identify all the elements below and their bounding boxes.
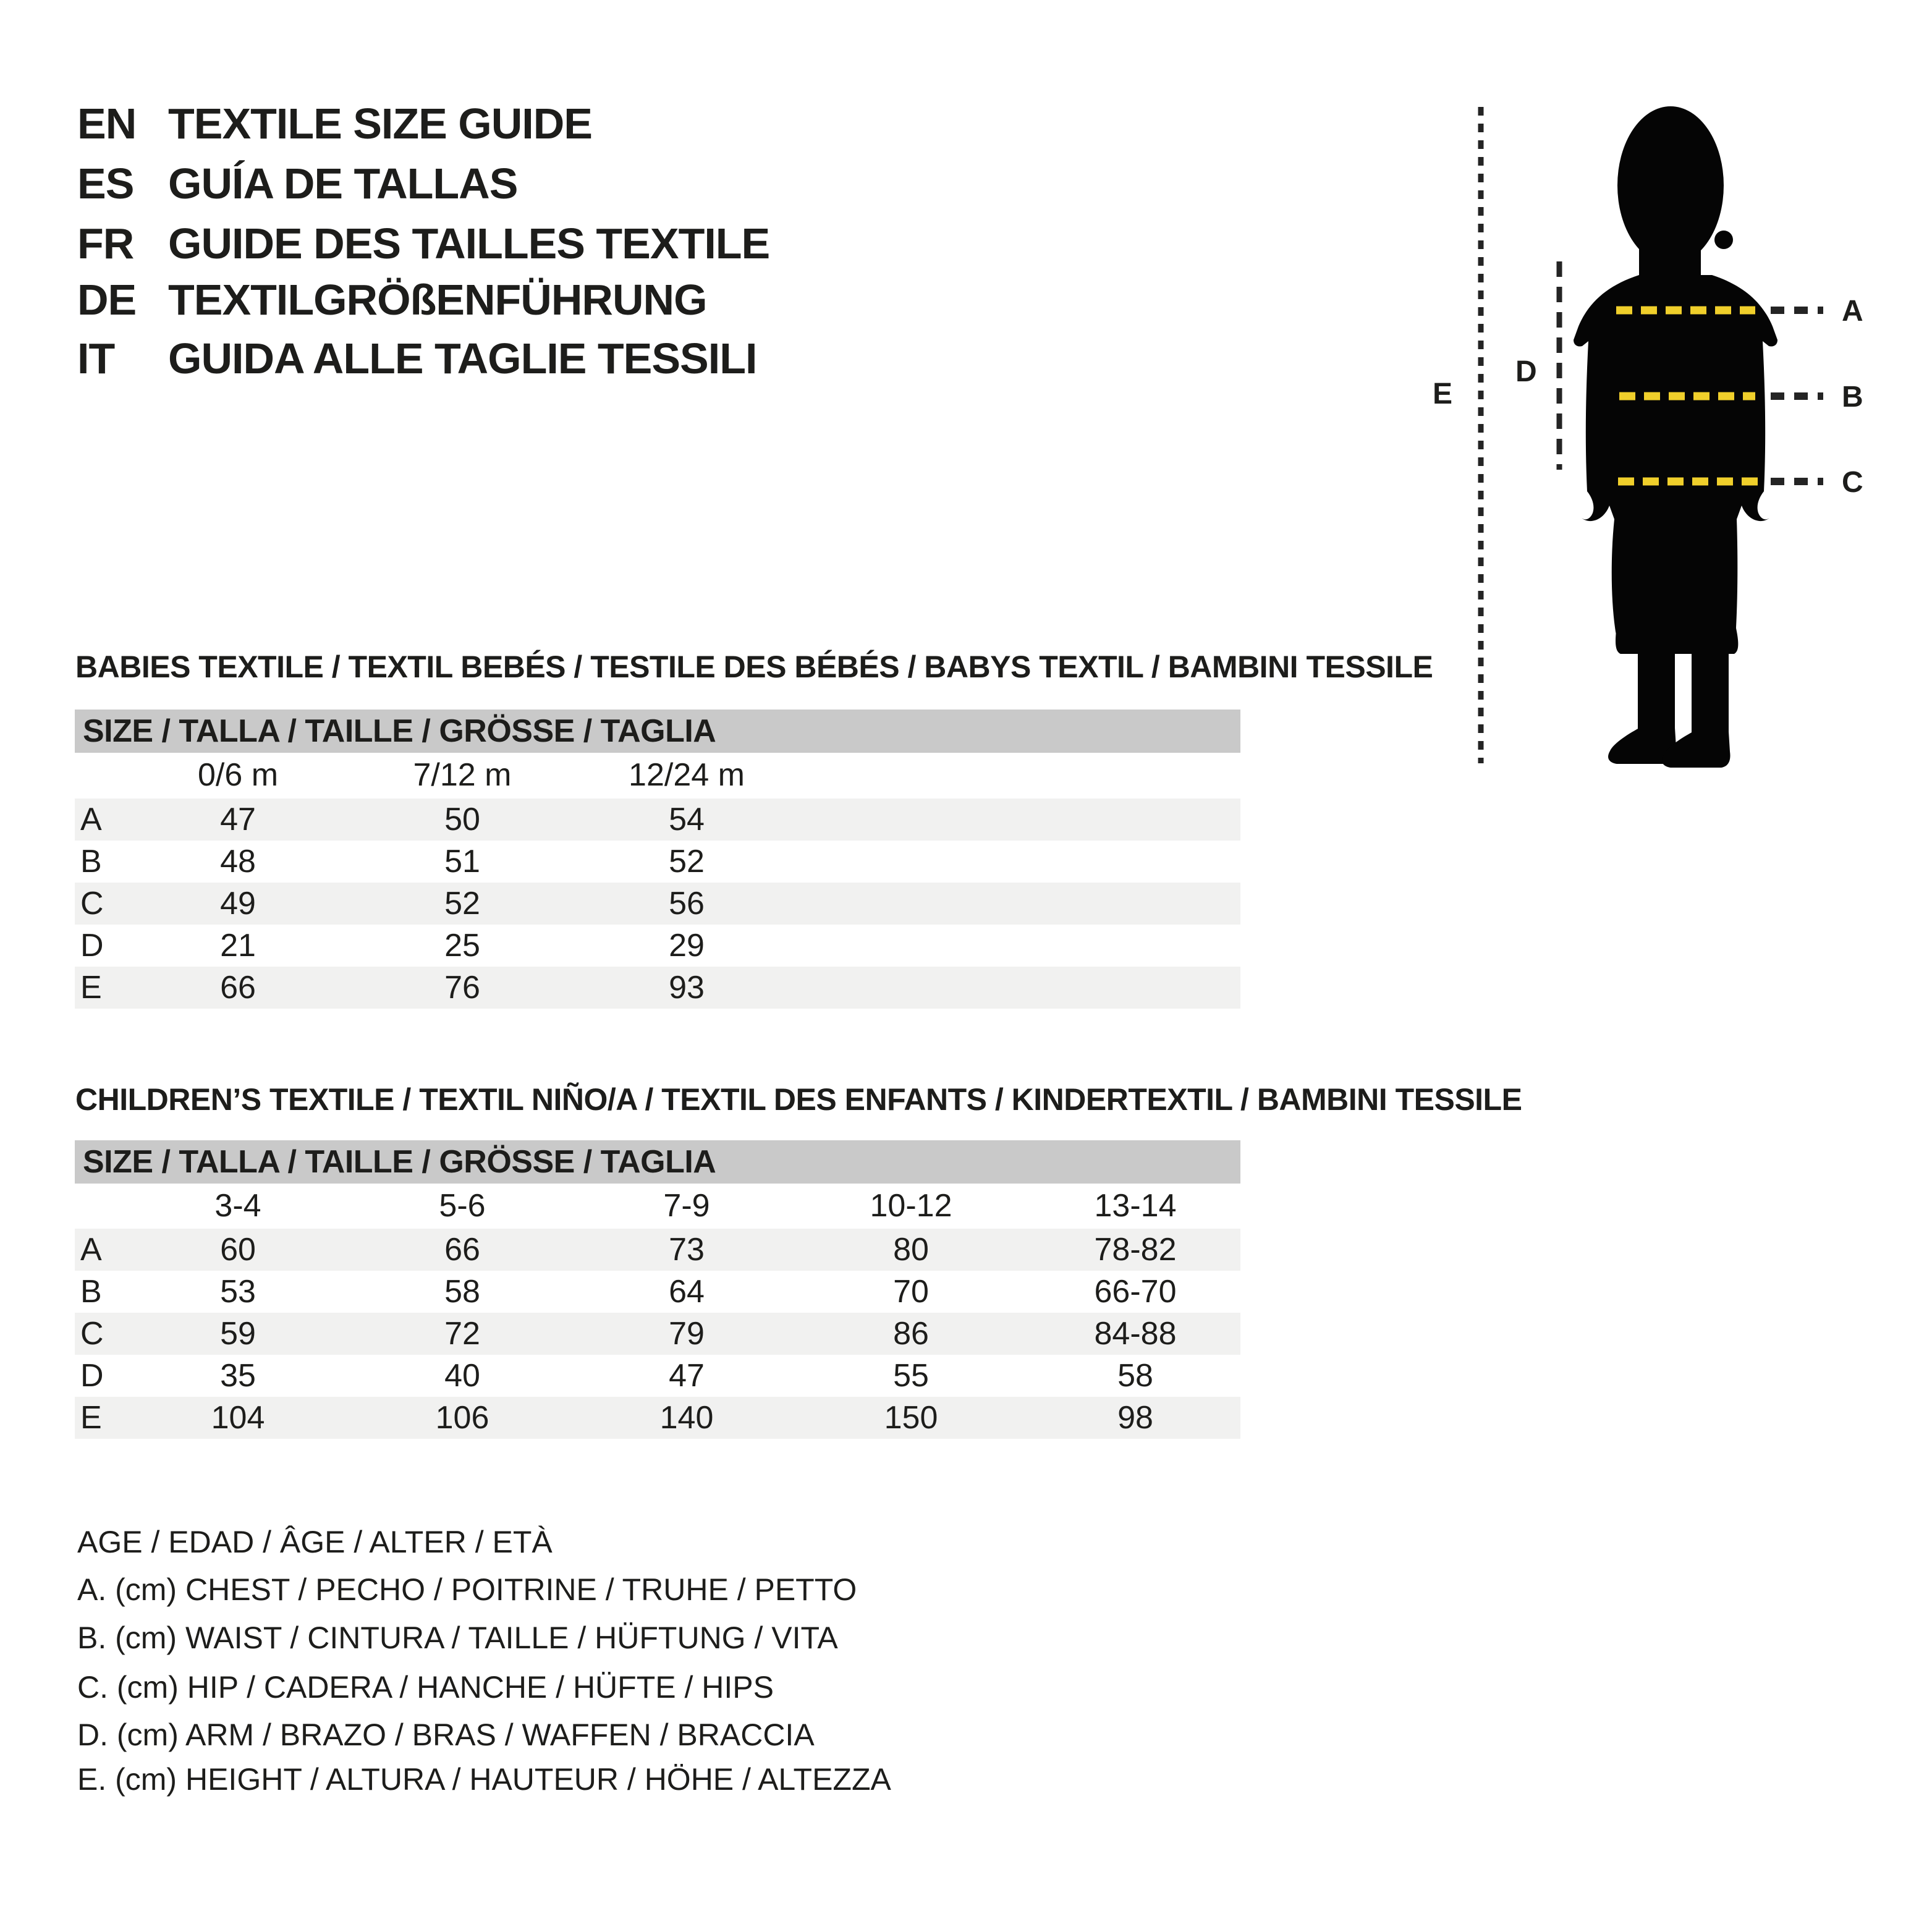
children-table-title: CHILDREN’S TEXTILE / TEXTIL NIÑO/A / TEXTIL DES ENFANTS / KINDERTEXTIL / BAMBINI TESSILE: [75, 1082, 1522, 1117]
cell: 54: [669, 802, 705, 837]
shorts: [1616, 625, 1738, 654]
table-row: [75, 925, 1240, 967]
cell: 150: [884, 1400, 938, 1436]
cell: 93: [669, 970, 705, 1006]
row-label: C: [80, 1316, 104, 1352]
cell: 72: [444, 1316, 480, 1352]
legend-age: AGE / EDAD / ÂGE / ALTER / ETÀ: [77, 1525, 553, 1559]
table-row: [75, 1313, 1240, 1355]
table-row: [75, 967, 1240, 1009]
cell: 73: [669, 1232, 705, 1268]
children-size-header: SIZE / TALLA / TAILLE / GRÖSSE / TAGLIA: [75, 1140, 1240, 1184]
cell: 106: [435, 1400, 489, 1436]
table-row: [75, 1397, 1240, 1439]
cell: 52: [669, 844, 705, 879]
lang-row-de: [77, 278, 707, 322]
cell: 47: [669, 1358, 705, 1394]
cell: 35: [220, 1358, 256, 1394]
children-column-headers: [75, 1184, 1240, 1228]
table-row: [75, 841, 1240, 883]
legend-hip: C. (cm) HIP / CADERA / HANCHE / HÜFTE / HIPS: [77, 1670, 774, 1705]
lang-row-es: [77, 161, 517, 206]
babies-table-title: BABIES TEXTILE / TEXTIL BEBÉS / TESTILE DES BÉBÉS / BABYS TEXTIL / BAMBINI TESSILE: [75, 650, 1433, 684]
label-d: D: [1515, 355, 1537, 388]
lang-code: FR: [77, 219, 134, 268]
row-label: D: [80, 1358, 104, 1394]
ear: [1714, 231, 1733, 249]
row-label: D: [80, 928, 104, 964]
row-label: E: [80, 1400, 102, 1436]
right-leg: [1692, 651, 1729, 738]
label-c: C: [1842, 466, 1863, 499]
cell: 98: [1117, 1400, 1153, 1436]
lang-title: TEXTILE SIZE GUIDE: [168, 100, 592, 148]
cell: 56: [669, 886, 705, 922]
cell: 78-82: [1094, 1232, 1177, 1268]
cell: 70: [893, 1274, 929, 1310]
column-header: 13-14: [1094, 1188, 1177, 1224]
table-row: [75, 1229, 1240, 1271]
lang-title: GUÍA DE TALLAS: [168, 159, 518, 208]
cell: 40: [444, 1358, 480, 1394]
column-header: 7-9: [663, 1188, 710, 1224]
lang-code: EN: [77, 100, 137, 148]
cell: 140: [659, 1400, 714, 1436]
cell: 104: [211, 1400, 265, 1436]
cell: 47: [220, 802, 256, 837]
row-label: E: [80, 970, 102, 1006]
cell: 79: [669, 1316, 705, 1352]
cell: 66-70: [1094, 1274, 1177, 1310]
cell: 66: [444, 1232, 480, 1268]
cell: 58: [444, 1274, 480, 1310]
row-label: A: [80, 1232, 102, 1268]
lang-row-it: [77, 336, 756, 381]
cell: 60: [220, 1232, 256, 1268]
cell: 66: [220, 970, 256, 1006]
cell: 76: [444, 970, 480, 1006]
column-header: 10-12: [870, 1188, 952, 1224]
cell: 64: [669, 1274, 705, 1310]
row-label: B: [80, 844, 102, 879]
measurement-figure: [1421, 93, 1932, 828]
legend-arm: D. (cm) ARM / BRAZO / BRAS / WAFFEN / BRACCIA: [77, 1718, 815, 1752]
cell: 52: [444, 886, 480, 922]
child-silhouette: [1574, 106, 1777, 768]
lang-row-fr: [77, 221, 769, 266]
legend-height: E. (cm) HEIGHT / ALTURA / HAUTEUR / HÖHE / ALTEZZA: [77, 1762, 891, 1797]
lang-title: GUIDA ALLE TAGLIE TESSILI: [168, 334, 757, 383]
lang-row-en: [77, 101, 592, 146]
label-e: E: [1433, 378, 1453, 410]
label-a: A: [1842, 295, 1863, 328]
cell: 55: [893, 1358, 929, 1394]
row-label: B: [80, 1274, 102, 1310]
column-header: 0/6 m: [197, 757, 279, 793]
legend-waist: B. (cm) WAIST / CINTURA / TAILLE / HÜFTUNG / VITA: [77, 1621, 838, 1655]
cell: 49: [220, 886, 256, 922]
babies-size-header: SIZE / TALLA / TAILLE / GRÖSSE / TAGLIA: [75, 710, 1240, 753]
left-leg: [1638, 649, 1675, 735]
torso-shirt: [1574, 275, 1777, 638]
lang-code: DE: [77, 276, 137, 324]
label-b: B: [1842, 381, 1863, 413]
column-header: 12/24 m: [629, 757, 745, 793]
table-row: [75, 883, 1240, 925]
cell: 29: [669, 928, 705, 964]
cell: 59: [220, 1316, 256, 1352]
lang-title: TEXTILGRÖßENFÜHRUNG: [168, 276, 707, 324]
cell: 53: [220, 1274, 256, 1310]
lang-title: GUIDE DES TAILLES TEXTILE: [168, 219, 770, 268]
column-header: 5-6: [439, 1188, 486, 1224]
lang-code: IT: [77, 334, 115, 383]
cell: 86: [893, 1316, 929, 1352]
cell: 25: [444, 928, 480, 964]
cell: 80: [893, 1232, 929, 1268]
row-label: C: [80, 886, 104, 922]
cell: 51: [444, 844, 480, 879]
babies-column-headers: [75, 753, 1240, 797]
cell: 58: [1117, 1358, 1153, 1394]
table-row: [75, 1355, 1240, 1397]
table-row: [75, 799, 1240, 841]
table-row: [75, 1271, 1240, 1313]
column-header: 7/12 m: [413, 757, 512, 793]
cell: 48: [220, 844, 256, 879]
cell: 50: [444, 802, 480, 837]
column-header: 3-4: [214, 1188, 261, 1224]
lang-code: ES: [77, 159, 134, 208]
row-label: A: [80, 802, 102, 837]
cell: 21: [220, 928, 256, 964]
cell: 84-88: [1094, 1316, 1177, 1352]
legend-chest: A. (cm) CHEST / PECHO / POITRINE / TRUHE / PETTO: [77, 1572, 857, 1607]
